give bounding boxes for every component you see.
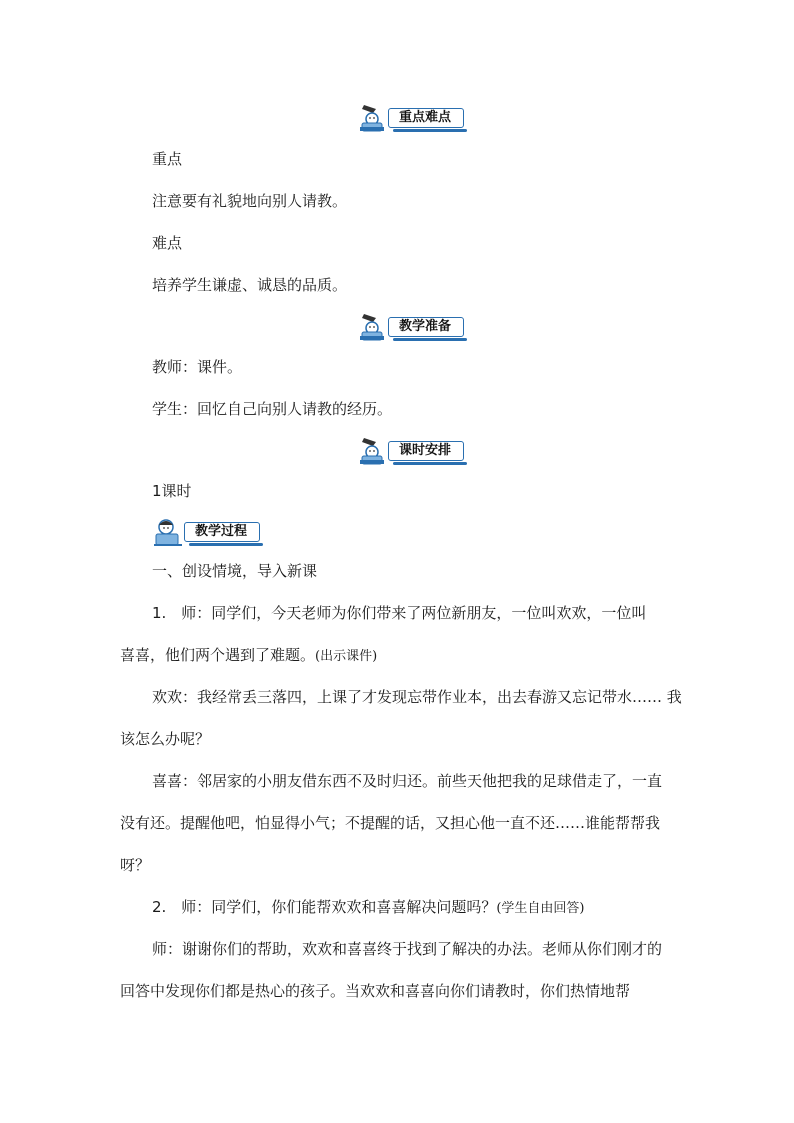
key-text: 注意要有礼貌地向别人请教。 — [152, 192, 348, 210]
difficult-text: 培养学生谦虚、诚恳的品质。 — [152, 276, 348, 294]
paragraph-4-text: 2. 师：同学们，你们能帮欢欢和喜喜解决问题吗？ — [152, 898, 497, 916]
paragraph-3-line-3: 呀？ — [120, 856, 151, 874]
teacher-preparation: 教师：课件。 — [152, 358, 243, 376]
banner-label: 教学过程 — [184, 522, 260, 542]
key-label: 重点 — [152, 150, 183, 168]
paragraph-2-line-2: 该怎么办呢？ — [120, 730, 211, 748]
banner-schedule — [356, 436, 464, 466]
paragraph-3-line-2: 没有还。提醒他吧，怕显得小气；不提醒的话，又担心他一直不还……谁能帮帮我 — [120, 814, 661, 832]
paragraph-1-line-2 — [120, 645, 377, 667]
banner-process — [152, 517, 260, 547]
schedule-text: 1课时 — [152, 482, 192, 500]
difficult-label: 难点 — [152, 234, 183, 252]
paragraph-4-note: (学生自由回答) — [496, 901, 585, 916]
banner-key-difficult — [356, 103, 464, 133]
process-heading: 一、创设情境，导入新课 — [152, 562, 318, 580]
banner-label: 课时安排 — [388, 441, 464, 461]
banner-label: 教学准备 — [388, 317, 464, 337]
paragraph-5-line-2: 回答中发现你们都是热心的孩子。当欢欢和喜喜向你们请教时，你们热情地帮 — [120, 982, 631, 1000]
paragraph-1-text: 喜喜，他们两个遇到了难题。 — [120, 646, 316, 664]
banner-preparation — [356, 312, 464, 342]
paragraph-5-line-1: 师：谢谢你们的帮助，欢欢和喜喜终于找到了解决的办法。老师从你们刚才的 — [152, 940, 663, 958]
banner-label: 重点难点 — [388, 108, 464, 128]
paragraph-1-line-1: 1. 师：同学们，今天老师为你们带来了两位新朋友，一位叫欢欢，一位叫 — [152, 604, 647, 622]
paragraph-1-note: (出示课件) — [315, 649, 378, 664]
paragraph-2-line-1: 欢欢：我经常丢三落四，上课了才发现忘带作业本，出去春游又忘记带水…… 我 — [152, 688, 682, 706]
paragraph-4-line-1 — [152, 897, 584, 919]
paragraph-3-line-1: 喜喜：邻居家的小朋友借东西不及时归还。前些天他把我的足球借走了，一直 — [152, 772, 663, 790]
student-preparation: 学生：回忆自己向别人请教的经历。 — [152, 400, 393, 418]
